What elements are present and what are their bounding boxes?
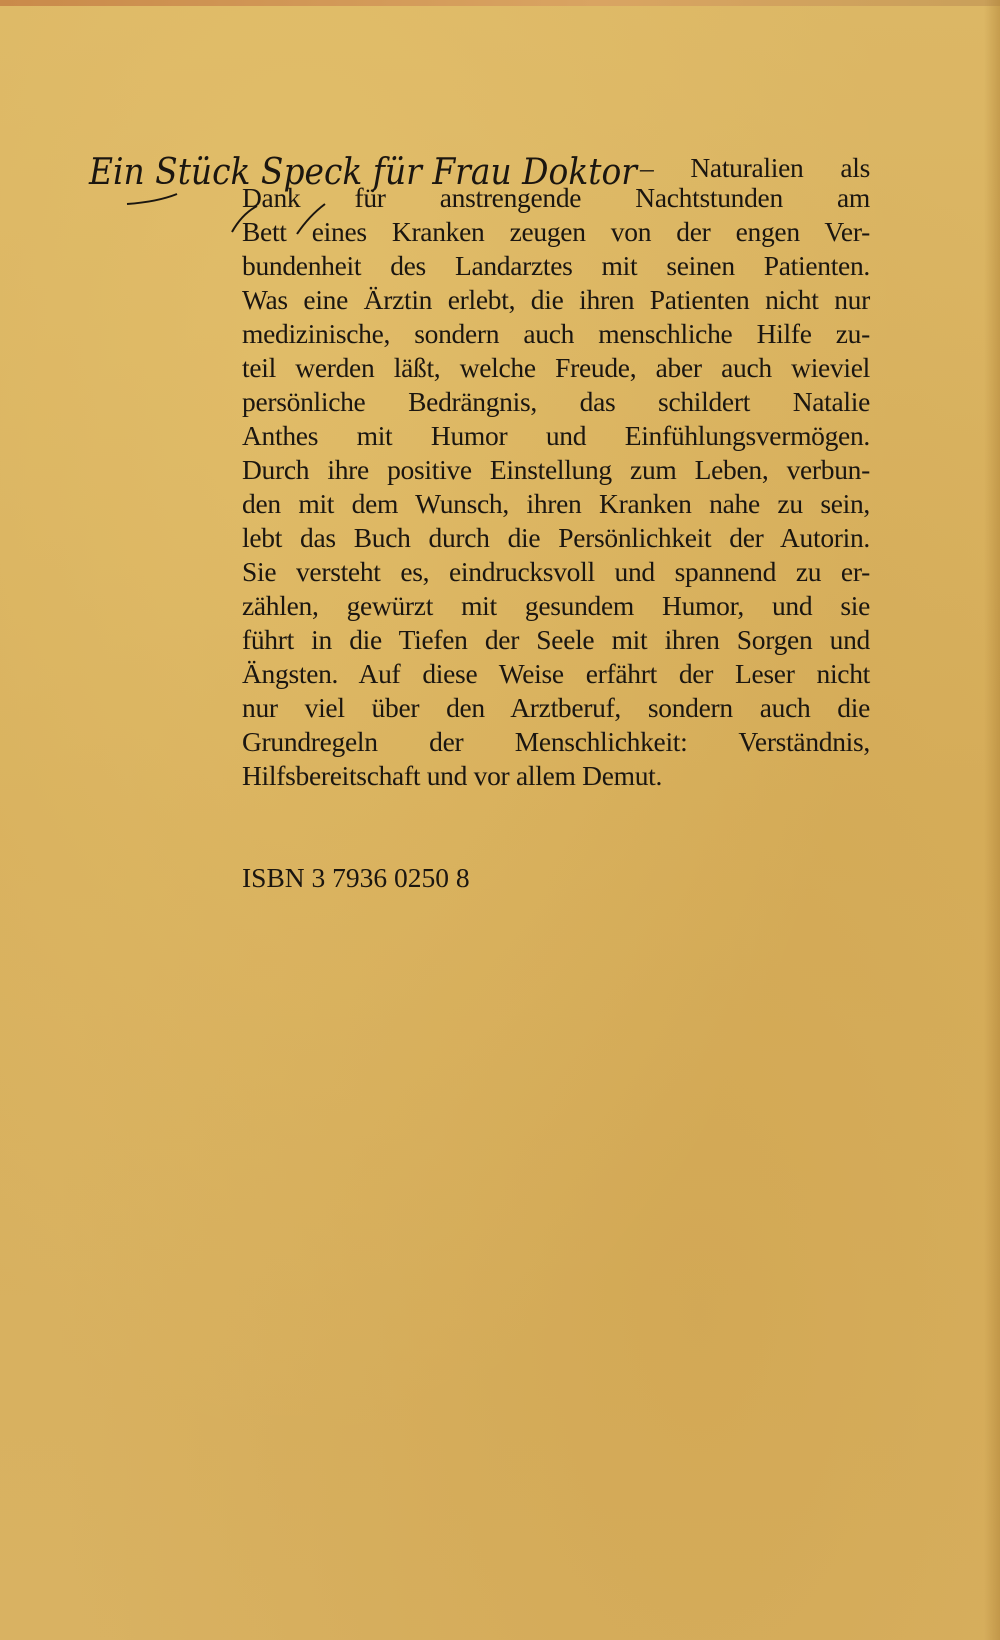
- handwriting-flourish: [127, 194, 177, 204]
- blurb-line: Grundregeln der Menschlichkeit: Verständnis,: [242, 726, 870, 757]
- blurb-line: Bett eines Kranken zeugen von der engen Ver-: [242, 216, 870, 247]
- blurb-line: Was eine Ärztin erlebt, die ihren Patienten nicht nur: [242, 284, 870, 315]
- blurb-line: persönliche Bedrängnis, das schildert Natalie: [242, 386, 870, 417]
- blurb-line: Sie versteht es, eindrucksvoll und spannend zu er-: [242, 556, 870, 587]
- blurb-line: Durch ihre positive Einstellung zum Leben, verbun-: [242, 454, 870, 485]
- blurb-line: den mit dem Wunsch, ihren Kranken nahe zu sein,: [242, 488, 870, 519]
- blurb-line: bundenheit des Landarztes mit seinen Patienten.: [242, 250, 870, 281]
- cover-top-edge: [0, 0, 1000, 6]
- isbn-number: ISBN 3 7936 0250 8: [242, 862, 470, 893]
- blurb-line: medizinische, sondern auch menschliche Hilfe zu-: [242, 318, 870, 349]
- blurb-line: teil werden läßt, welche Freude, aber auch wieviel: [242, 352, 870, 383]
- handwritten-title-text: Ein Stück Speck für Frau Doktor: [88, 152, 639, 193]
- blurb-line: Dank für anstrengende Nachtstunden am: [242, 182, 870, 213]
- blurb-line: Anthes mit Humor und Einfühlungsvermögen.: [242, 420, 870, 451]
- blurb-line: lebt das Buch durch die Persönlichkeit der Autorin.: [242, 522, 870, 553]
- blurb-line: – Naturalien als: [640, 152, 870, 183]
- blurb-line: Ängsten. Auf diese Weise erfährt der Leser nicht: [242, 658, 870, 689]
- blurb-line: führt in die Tiefen der Seele mit ihren Sorgen und: [242, 624, 870, 655]
- blurb-line: nur viel über den Arztberuf, sondern auch die: [242, 692, 870, 723]
- blurb-line: zählen, gewürzt mit gesundem Humor, und sie: [242, 590, 870, 621]
- blurb-line: Hilfsbereitschaft und vor allem Demut.: [242, 760, 663, 791]
- cover-spine-edge: [984, 0, 1000, 1640]
- blurb-text-block: [87, 144, 870, 893]
